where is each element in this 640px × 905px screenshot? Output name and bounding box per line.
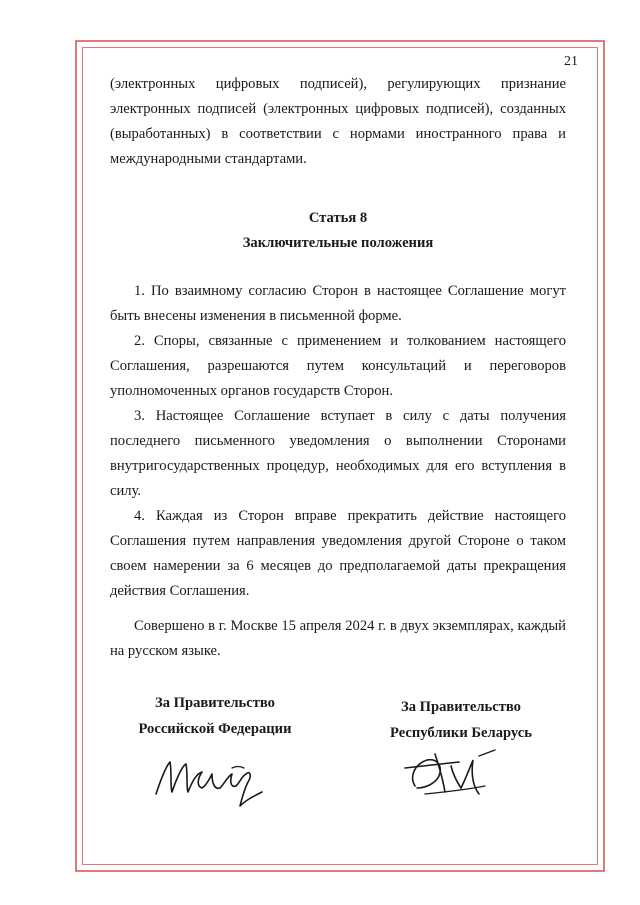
signatory-russia-line2: Российской Федерации	[138, 721, 292, 737]
signatory-russia	[110, 690, 320, 742]
clause-1: 1. По взаимному согласию Сторон в настоящее Соглашение могут быть внесены изменения в письменной форме.	[110, 283, 566, 324]
closing-statement: Совершено в г. Москве 15 апреля 2024 г. в двух экземплярах, каждый на русском языке.	[110, 618, 566, 659]
signature-russia-handwritten	[150, 752, 280, 812]
clause-4: 4. Каждая из Сторон вправе прекратить действие настоящего Соглашения путем направления уведомления другой Стороне о таком своем намерении за 6 месяцев до предполагаемой даты прекращения действия Соглашения.	[110, 508, 566, 599]
clause-2: 2. Споры, связанные с применением и толкованием настоящего Соглашения, разрешаются путем консультаций и переговоров уполномоченных органов государств Сторон.	[110, 333, 566, 399]
article-title: Заключительные положения	[242, 235, 434, 251]
signature-section	[110, 690, 566, 840]
page-number: 21	[564, 54, 578, 69]
signatory-belarus-line2: Республики Беларусь	[390, 725, 532, 741]
document-body	[110, 72, 566, 664]
signatory-russia-line1: За Правительство	[155, 695, 275, 711]
clause-3: 3. Настоящее Соглашение вступает в силу с даты получения последнего письменного уведомления о выполнении Сторонами внутригосударственных процедур, необходимых для его вступления в силу.	[110, 408, 566, 499]
signature-belarus-handwritten	[395, 746, 505, 806]
intro-paragraph: (электронных цифровых подписей), регулирующих признание электронных подписей (электронных цифровых подписей), созданных (выработанных) в соответствии с нормами иностранного права и международными стандартами.	[110, 76, 566, 167]
article-number: Статья 8	[308, 210, 368, 226]
signatory-belarus	[356, 694, 566, 746]
signatory-belarus-line1: За Правительство	[401, 699, 521, 715]
